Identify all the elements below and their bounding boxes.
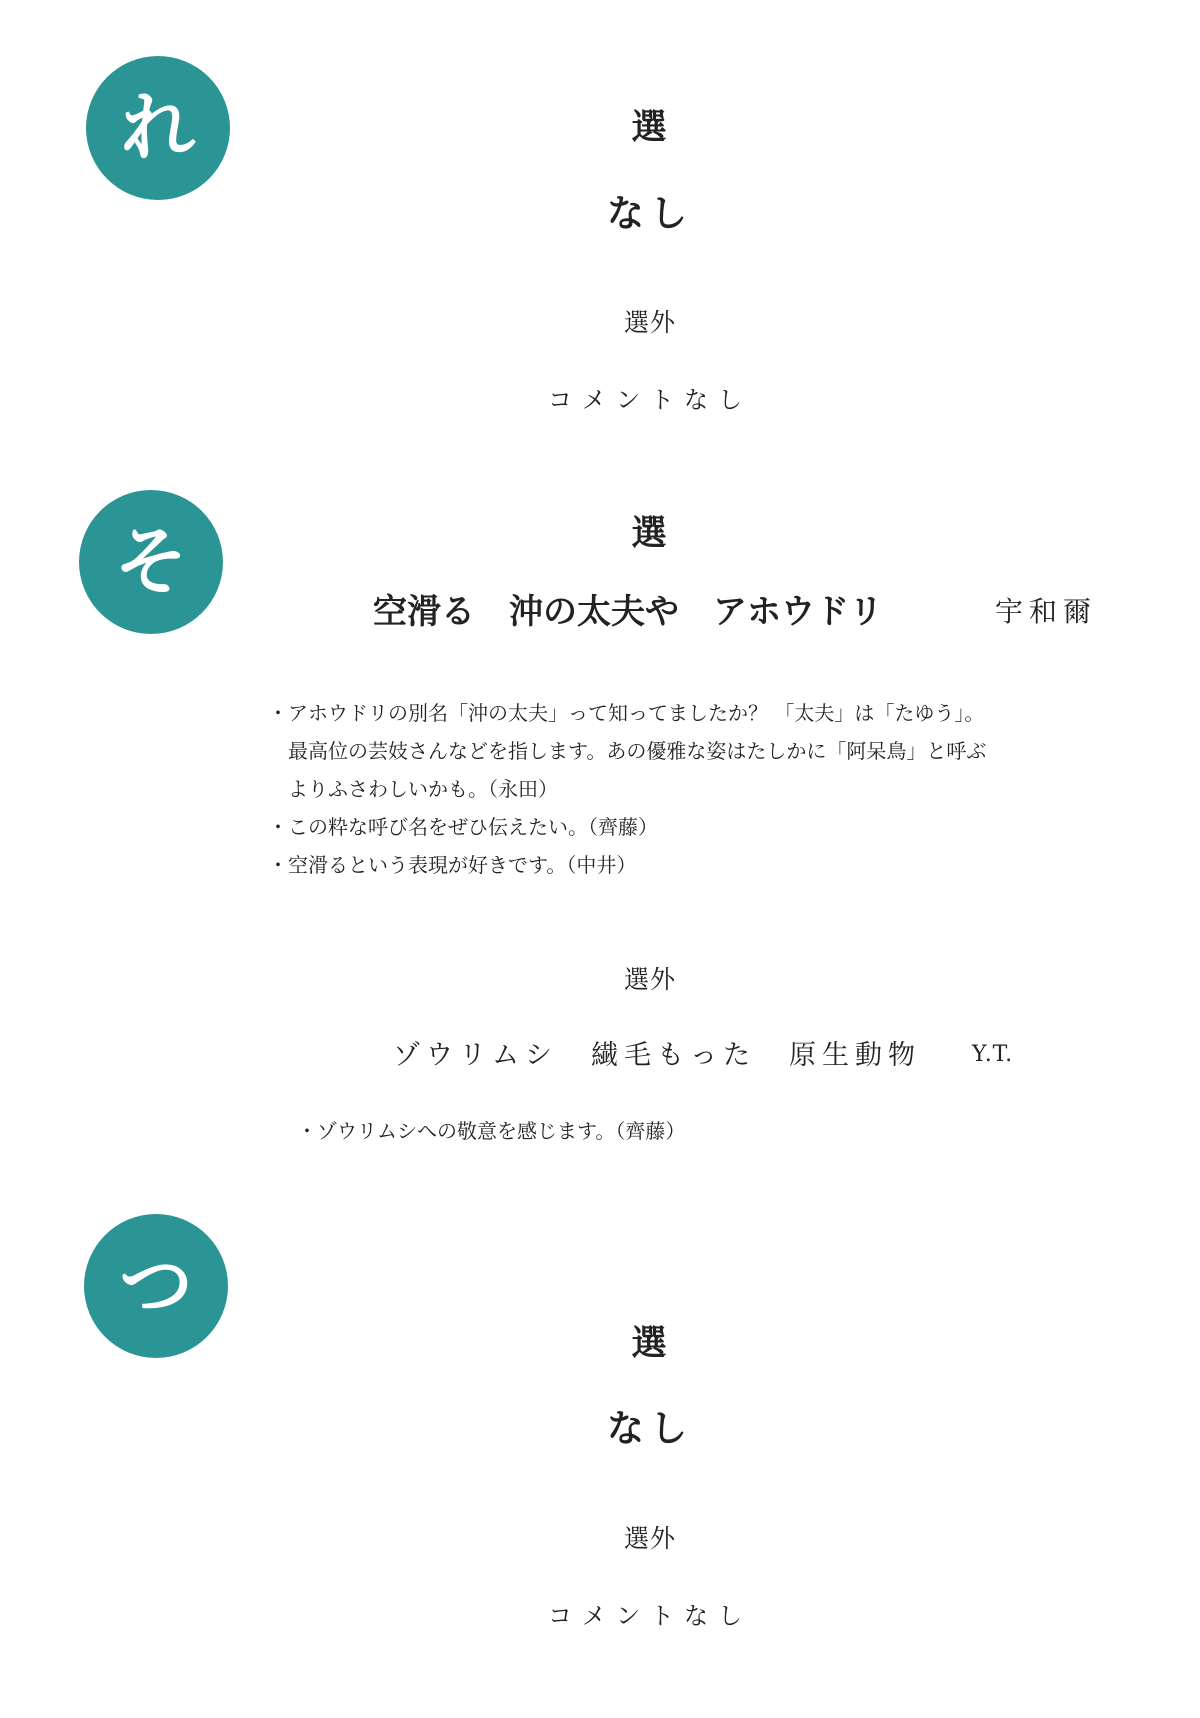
comment-line: 最高位の芸妓さんなどを指します。あの優雅な姿はたしかに「阿呆鳥」と呼ぶ: [268, 739, 987, 763]
comment-line: よりふさわしいかも。（永田）: [268, 777, 558, 801]
sen-heading: 選: [631, 513, 669, 554]
comment-line: ・この粋な呼び名をぜひ伝えたい。（齊藤）: [268, 815, 658, 839]
sengai-comment: コメントなし: [548, 386, 752, 414]
sengai-heading: 選外: [623, 965, 676, 994]
comment-line: ・ゾウリムシへの敬意を感じます。（齊藤）: [297, 1119, 686, 1143]
sen-haiku: 空滑る 沖の太夫や アホウドリ: [373, 592, 883, 632]
comment-line: ・空滑るという表現が好きです。（中井）: [268, 853, 637, 877]
kana-badge-label: つ: [119, 1243, 193, 1329]
sengai-author: Y.T.: [972, 1042, 1014, 1067]
sengai-comment: コメントなし: [548, 1602, 752, 1630]
sengai-haiku: ゾウリムシ 繊毛もった 原生動物: [393, 1040, 921, 1071]
kana-badge-label: そ: [114, 519, 188, 605]
sengai-heading: 選外: [623, 1524, 676, 1553]
sengai-heading: 選外: [623, 308, 676, 337]
sen-comments: [268, 694, 986, 884]
sen-author: 宇和爾: [995, 595, 1098, 628]
kana-badge-label: れ: [121, 85, 195, 171]
sengai-comments: [297, 1112, 685, 1150]
sen-none-text: なし: [607, 1406, 693, 1450]
sen-heading: 選: [631, 107, 669, 148]
sen-none-text: なし: [607, 191, 693, 235]
sen-heading: 選: [631, 1323, 669, 1364]
comment-line: ・アホウドリの別名「沖の太夫」って知ってましたか？ 「太夫」は「たゆう」。: [268, 701, 985, 725]
